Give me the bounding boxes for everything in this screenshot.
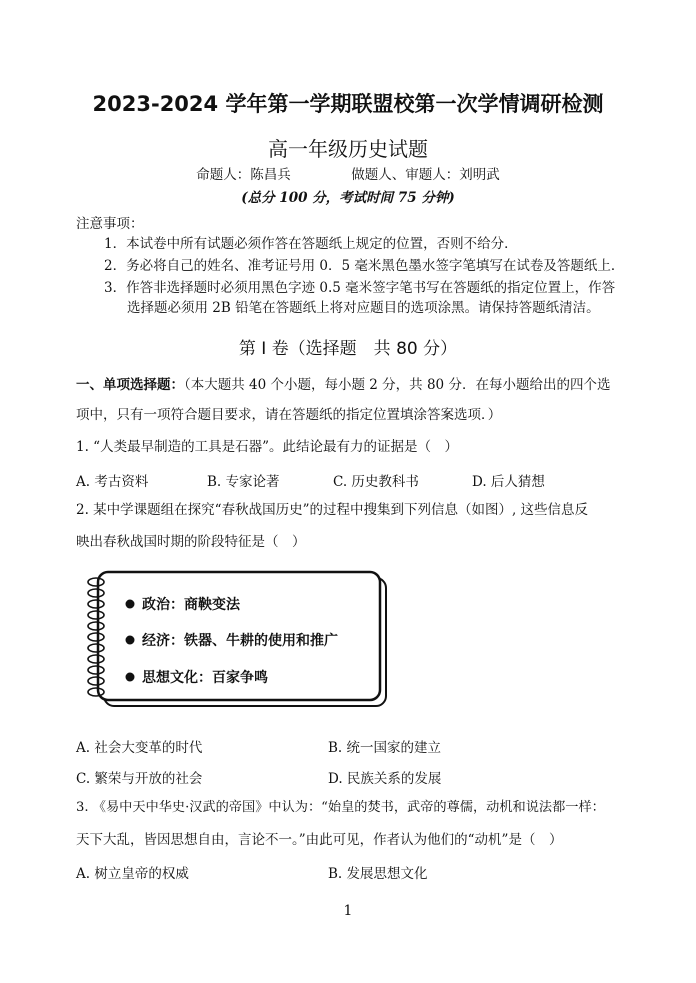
- note-item-2: 2．务必将自己的姓名、准考证号用 0．5 毫米黑色墨水签字笔填写在试卷及答题纸上．: [104, 258, 625, 274]
- part-desc-2: 项中，只有一项符合题目要求，请在答题纸的指定位置填涂答案选项．）: [76, 407, 502, 423]
- part-instruction: [76, 375, 610, 395]
- exam-title: 2023-2024 学年第一学期联盟校第一次学情调研检测: [92, 92, 604, 116]
- note-item-1: 1．本试卷中所有试题必须作答在答题纸上规定的位置，否则不给分．: [104, 236, 518, 252]
- q2-stem-1: 2. 某中学课题组在探究“春秋战国历史”的过程中搜集到下列信息（如图）, 这些信息反: [76, 502, 589, 518]
- setter-name: 命题人：陈昌兵: [196, 167, 291, 183]
- figure-item-politics: 政治：商鞅变法: [142, 597, 240, 613]
- q3-option-a: A. 树立皇帝的权威: [76, 866, 189, 882]
- q1-stem: 1. “人类最早制造的工具是石器”。此结论最有力的证据是（ ）: [76, 439, 458, 455]
- bullet-icon: [126, 673, 135, 682]
- notes-heading: 注意事项：: [76, 216, 144, 232]
- q2-option-a: A. 社会大变革的时代: [76, 740, 203, 756]
- q3-option-b: B. 发展思想文化: [328, 866, 428, 882]
- figure-item-economy: 经济：铁器、牛耕的使用和推广: [142, 633, 338, 649]
- note-item-3: 3．作答非选择题时必须用黑色字迹 0.5 毫米签字笔书写在答题纸的指定位置上，作答: [104, 280, 616, 296]
- page-number: 1: [343, 903, 353, 919]
- q1-option-b: B. 专家论著: [207, 474, 280, 490]
- q1-option-a: A. 考古资料: [76, 474, 149, 490]
- reviewer-name: 做题人、审题人：刘明武: [351, 167, 500, 183]
- note-item-3-cont: 选择题必须用 2B 铅笔在答题纸上将对应题目的选项涂黑。请保持答题纸清洁。: [127, 300, 600, 316]
- total-score-time: (总分 100 分，考试时间 75 分钟): [241, 190, 455, 206]
- part-desc-1: （本大题共 40 个小题，每小题 2 分，共 80 分．在每小题给出的四个选: [184, 377, 611, 393]
- q2-option-b: B. 统一国家的建立: [328, 740, 442, 756]
- bullet-icon: [126, 600, 135, 609]
- part-label: 一、单项选择题：: [76, 377, 184, 393]
- q2-option-c: C. 繁荣与开放的社会: [76, 771, 203, 787]
- q1-option-c: C. 历史教科书: [333, 474, 419, 490]
- q1-option-d: D. 后人猜想: [472, 474, 545, 490]
- section-title: 第 I 卷（选择题 共 80 分）: [238, 339, 458, 359]
- authors-line: [0, 163, 696, 183]
- q3-stem-1: 3. 《易中天中华史·汉武的帝国》中认为：“始皇的焚书，武帝的尊儒，动机和说法都一样：: [76, 800, 605, 815]
- exam-subtitle: 高一年级历史试题: [268, 137, 428, 161]
- bullet-icon: [126, 636, 135, 645]
- q2-stem-2: 映出春秋战国时期的阶段特征是（ ）: [76, 534, 306, 550]
- q3-stem-2: 天下大乱，皆因思想自由，言论不一。”由此可见，作者认为他们的“动机”是（ ）: [76, 832, 563, 848]
- figure-item-culture: 思想文化：百家争鸣: [142, 670, 268, 686]
- q2-notebook-figure: [84, 570, 388, 708]
- q2-option-d: D. 民族关系的发展: [328, 771, 442, 787]
